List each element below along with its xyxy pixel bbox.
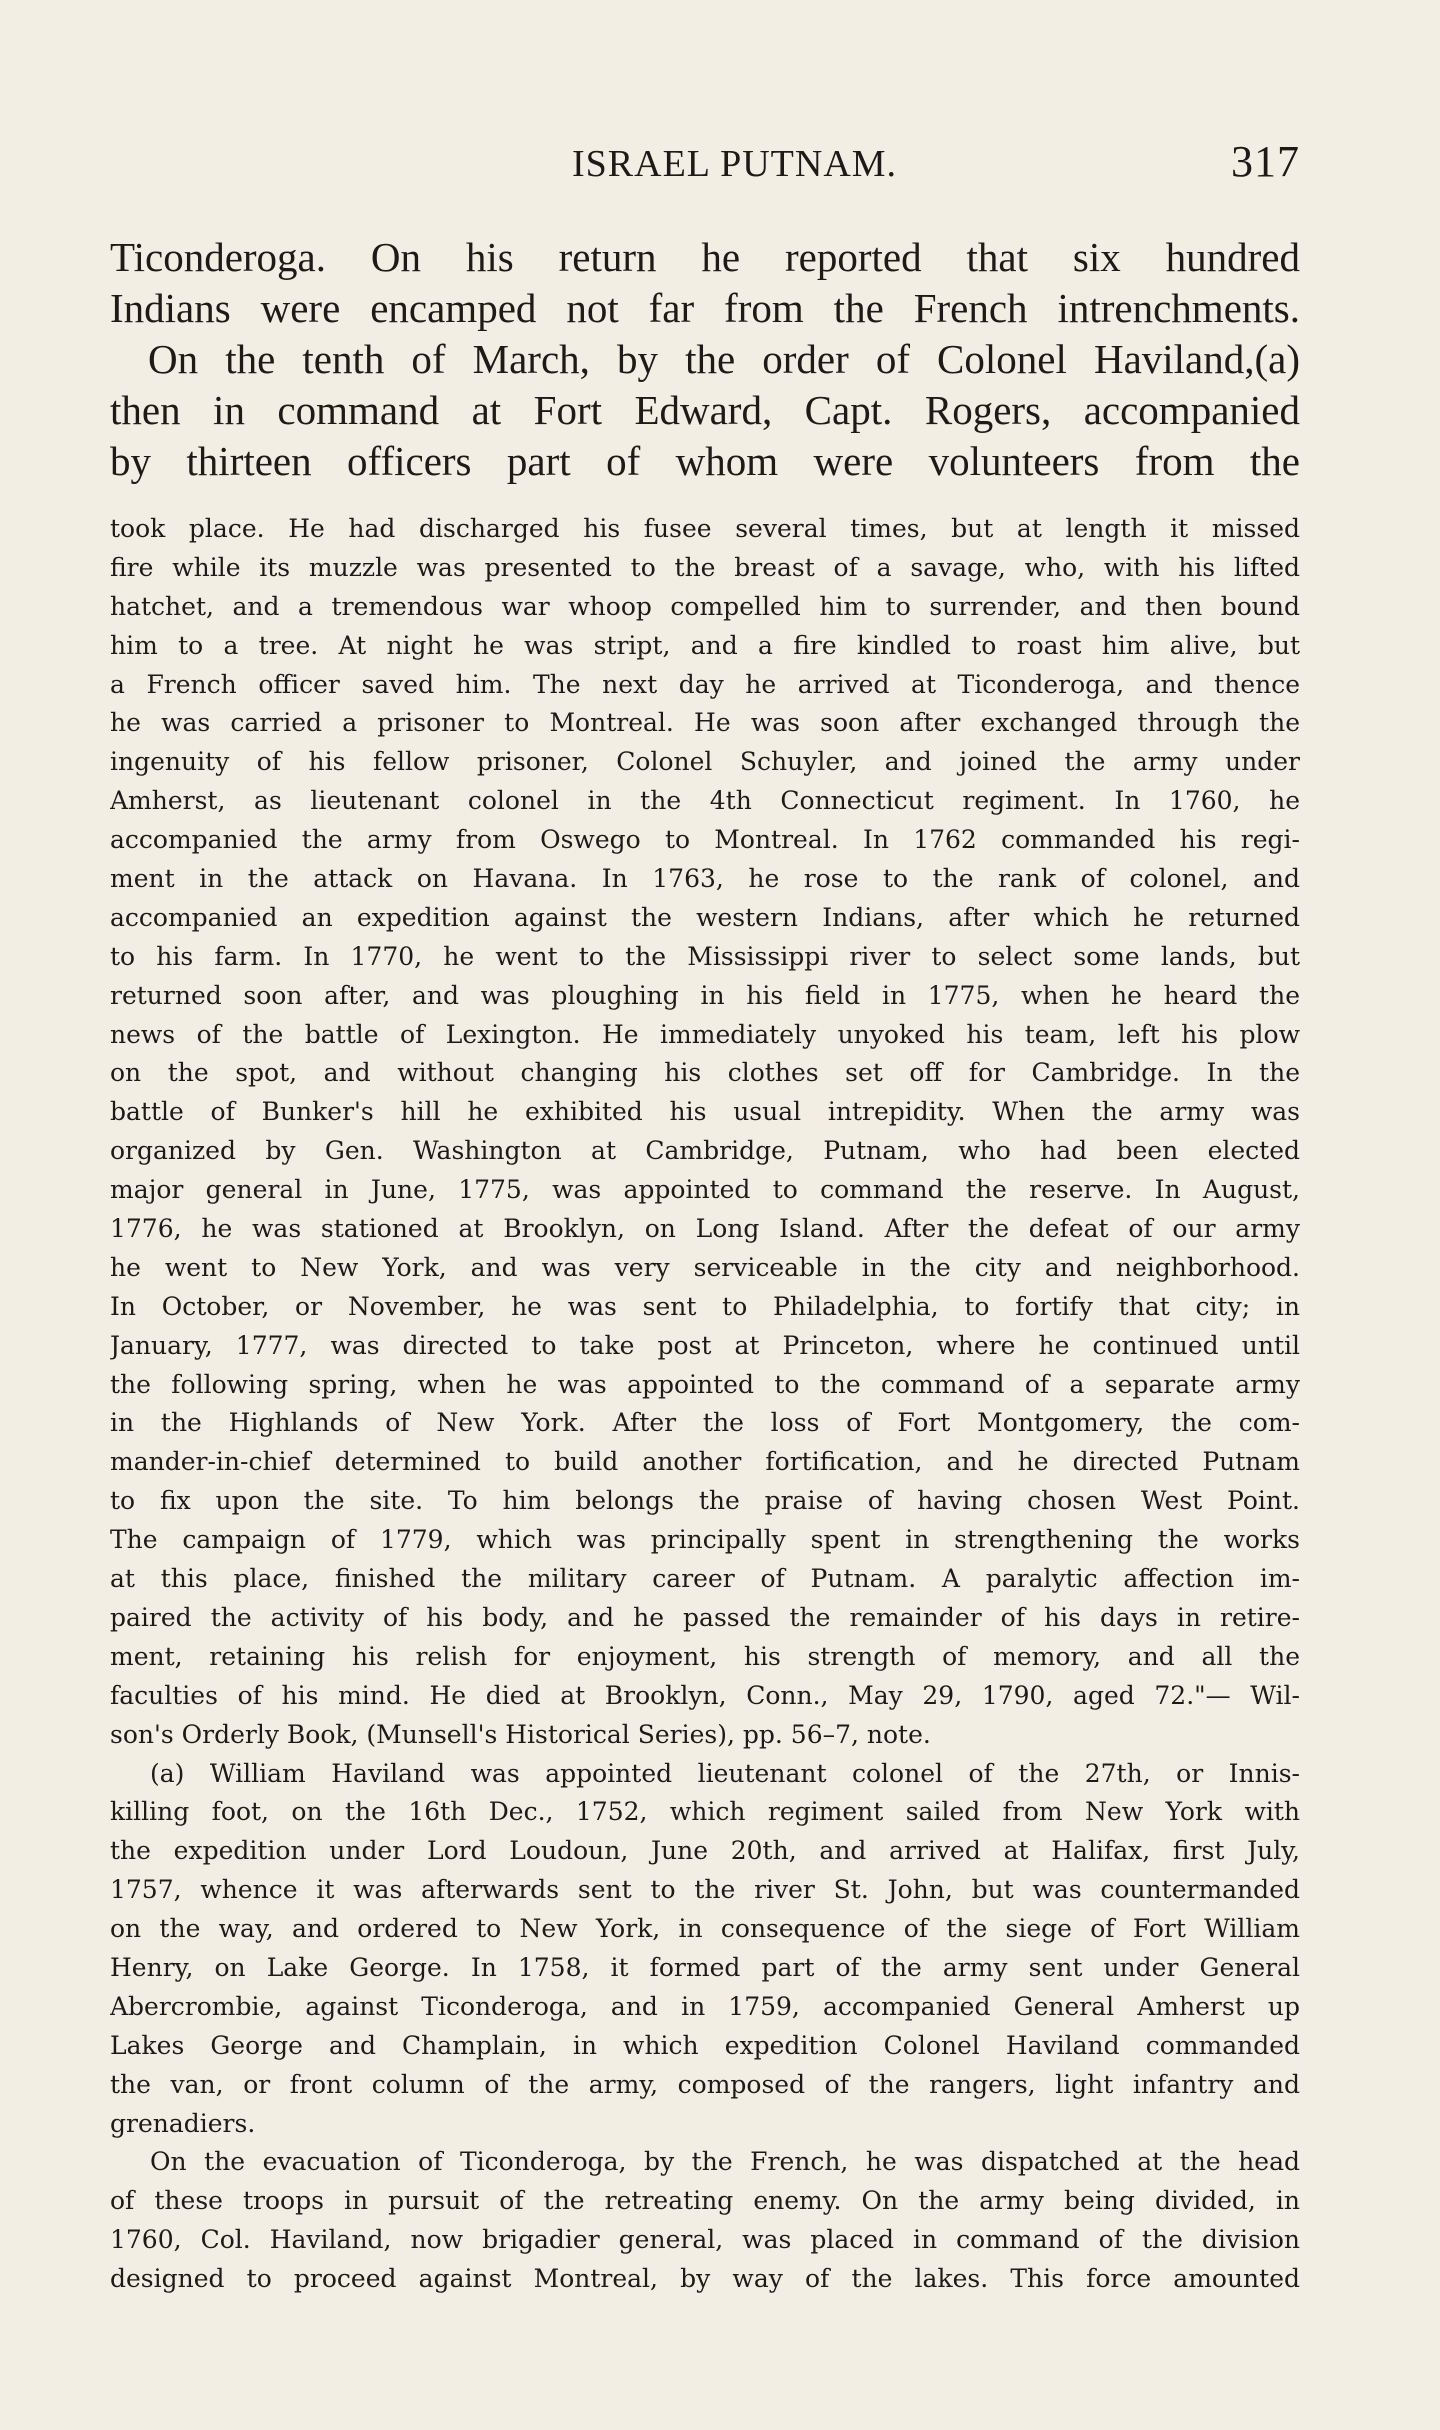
running-head-title: ISRAEL PUTNAM.	[572, 143, 898, 185]
main-text-line: On the tenth of March, by the order of Colonel Haviland,(a)	[148, 336, 1300, 382]
footnote-line: ingenuity of his fellow prisoner, Colonel Schuyler, and joined the army under	[110, 747, 1300, 777]
footnote-line: faculties of his mind. He died at Brooklyn, Conn., May 29, 1790, aged 72."— Wil-	[110, 1680, 1300, 1710]
footnote-line: to his farm. In 1770, he went to the Mississippi river to select some lands, but	[110, 941, 1300, 971]
footnote-line: major general in June, 1775, was appointed to command the reserve. In August,	[110, 1175, 1300, 1205]
footnote-line: Henry, on Lake George. In 1758, it formed part of the army sent under General	[110, 1952, 1300, 1982]
footnote-line: in the Highlands of New York. After the loss of Fort Montgomery, the com-	[110, 1408, 1300, 1438]
footnote-line: accompanied the army from Oswego to Montreal. In 1762 commanded his regi-	[110, 825, 1300, 855]
footnote-line: son's Orderly Book, (Munsell's Historical Series), pp. 56–7, note.	[110, 1719, 931, 1749]
footnote-line: on the way, and ordered to New York, in consequence of the siege of Fort William	[110, 1914, 1300, 1944]
running-head	[110, 137, 1300, 190]
footnote-line: he was carried a prisoner to Montreal. He was soon after exchanged through the	[110, 708, 1300, 738]
footnote-line: paired the activity of his body, and he passed the remainder of his days in retire-	[110, 1602, 1300, 1632]
footnote-line: Lakes George and Champlain, in which expedition Colonel Haviland commanded	[110, 2030, 1300, 2060]
footnote-line: news of the battle of Lexington. He immediately unyoked his team, left his plow	[110, 1019, 1300, 1049]
footnote-line: (a) William Haviland was appointed lieutenant colonel of the 27th, or Innis-	[150, 1758, 1300, 1788]
footnotes-block	[110, 510, 1300, 2299]
main-text-line: Indians were encamped not far from the French intrenchments.	[110, 285, 1300, 331]
main-text-line: Ticonderoga. On his return he reported that six hundred	[110, 234, 1300, 280]
footnote-line: he went to New York, and was very serviceable in the city and neighborhood.	[110, 1252, 1300, 1282]
footnote-line: a French officer saved him. The next day he arrived at Ticonderoga, and thence	[110, 669, 1300, 699]
footnote-line: battle of Bunker's hill he exhibited his usual intrepidity. When the army was	[110, 1097, 1300, 1127]
footnote-line: 1760, Col. Haviland, now brigadier general, was placed in command of the division	[110, 2225, 1300, 2255]
footnote-line: to fix upon the site. To him belongs the praise of having chosen West Point.	[110, 1486, 1300, 1516]
footnote-line: on the spot, and without changing his clothes set off for Cambridge. In the	[110, 1058, 1300, 1088]
footnote-line: of these troops in pursuit of the retreating enemy. On the army being divided, in	[110, 2186, 1300, 2216]
main-text-line: by thirteen officers part of whom were volunteers from the	[110, 438, 1300, 484]
footnote-line: 1757, whence it was afterwards sent to the river St. John, but was countermanded	[110, 1875, 1300, 1905]
footnote-line: the following spring, when he was appointed to the command of a separate army	[110, 1369, 1300, 1399]
footnote-line: at this place, finished the military career of Putnam. A paralytic affection im-	[110, 1564, 1300, 1594]
footnote-line: January, 1777, was directed to take post at Princeton, where he continued until	[110, 1330, 1300, 1360]
footnote-line: In October, or November, he was sent to Philadelphia, to fortify that city; in	[110, 1291, 1300, 1321]
footnote-line: 1776, he was stationed at Brooklyn, on Long Island. After the defeat of our army	[110, 1214, 1300, 1244]
page-number: 317	[1231, 137, 1300, 186]
footnote-line: him to a tree. At night he was stript, and a fire kindled to roast him alive, but	[110, 630, 1300, 660]
footnote-line: mander-in-chief determined to build another fortification, and he directed Putnam	[110, 1447, 1300, 1477]
footnote-line: On the evacuation of Ticonderoga, by the French, he was dispatched at the head	[150, 2147, 1300, 2177]
main-text-block	[110, 232, 1300, 487]
main-text-line: then in command at Fort Edward, Capt. Rogers, accompanied	[110, 387, 1300, 433]
footnote-line: grenadiers.	[110, 2108, 256, 2138]
footnote-line: The campaign of 1779, which was principally spent in strengthening the works	[110, 1525, 1300, 1555]
footnote-line: ment in the attack on Havana. In 1763, he rose to the rank of colonel, and	[110, 864, 1300, 894]
footnote-line: hatchet, and a tremendous war whoop compelled him to surrender, and then bound	[110, 591, 1300, 621]
footnote-line: fire while its muzzle was presented to the breast of a savage, who, with his lifted	[110, 552, 1300, 582]
footnote-line: Abercrombie, against Ticonderoga, and in 1759, accompanied General Amherst up	[110, 1991, 1300, 2021]
footnote-line: returned soon after, and was ploughing in his field in 1775, when he heard the	[110, 980, 1300, 1010]
footnote-line: Amherst, as lieutenant colonel in the 4th Connecticut regiment. In 1760, he	[110, 786, 1300, 816]
footnote-line: killing foot, on the 16th Dec., 1752, which regiment sailed from New York with	[110, 1797, 1300, 1827]
footnote-line: the van, or front column of the army, composed of the rangers, light infantry and	[110, 2069, 1300, 2099]
footnote-line: designed to proceed against Montreal, by way of the lakes. This force amounted	[110, 2264, 1300, 2294]
footnote-line: ment, retaining his relish for enjoyment, his strength of memory, and all the	[110, 1641, 1300, 1671]
footnote-line: organized by Gen. Washington at Cambridge, Putnam, who had been elected	[110, 1136, 1300, 1166]
footnote-line: accompanied an expedition against the western Indians, after which he returned	[110, 902, 1300, 932]
footnote-line: took place. He had discharged his fusee several times, but at length it missed	[110, 514, 1300, 543]
footnote-line: the expedition under Lord Loudoun, June 20th, and arrived at Halifax, first July,	[110, 1836, 1300, 1866]
